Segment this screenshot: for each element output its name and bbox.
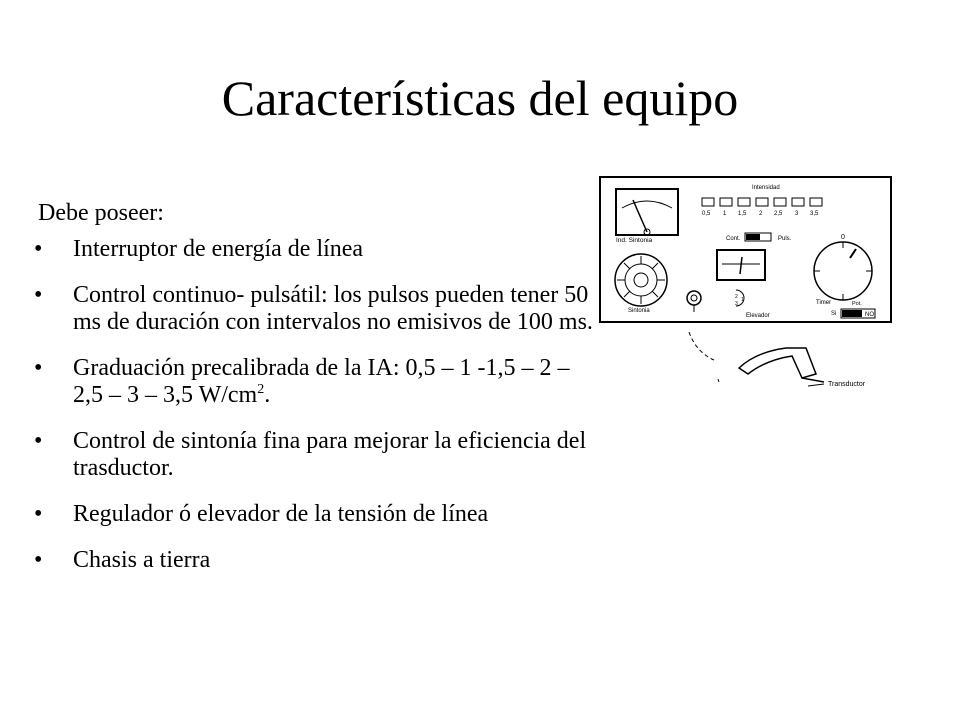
intensity-value: 2 xyxy=(759,211,763,217)
elevador-digit: 2 xyxy=(735,294,738,300)
bullet-icon: • xyxy=(34,282,43,308)
superscript: 2 xyxy=(257,382,265,397)
list-item-tail: . xyxy=(264,382,271,408)
power-switch xyxy=(687,291,701,312)
sintonia-knob xyxy=(615,254,667,306)
list-item xyxy=(34,236,594,263)
timer-zero: 0 xyxy=(841,234,845,241)
feature-list xyxy=(34,236,594,593)
pot-label: Pot. xyxy=(852,301,862,307)
transductor-label: Transductor xyxy=(828,381,866,388)
slide-title: Características del equipo xyxy=(221,70,739,126)
list-item xyxy=(34,282,594,336)
tuning-meter xyxy=(616,189,678,235)
intensity-value: 0,5 xyxy=(702,211,711,217)
list-item xyxy=(34,501,594,528)
cont-label: Cont. xyxy=(726,236,741,242)
list-item-text: Interruptor de energía de línea xyxy=(73,236,364,262)
intro-text: Debe poseer: xyxy=(38,200,164,226)
intensity-values xyxy=(702,211,819,217)
intensity-value: 2,5 xyxy=(774,211,783,217)
list-item xyxy=(34,547,594,574)
list-item xyxy=(34,428,594,482)
list-item-text: Chasis a tierra xyxy=(73,547,211,573)
list-item-text: Control de sintonía fina para mejorar la eficiencia del trasductor. xyxy=(73,428,587,481)
ultrasound-equipment-diagram xyxy=(596,172,916,394)
elevador-digit: 1 xyxy=(741,297,744,303)
cable xyxy=(689,332,714,360)
list-item xyxy=(34,355,594,409)
ind-sintonia-label: Ind. Sintonia xyxy=(616,237,653,244)
intensity-buttons xyxy=(702,198,822,206)
transducer-icon xyxy=(739,348,824,386)
intensity-value: 3 xyxy=(795,211,799,217)
timer-label: Timer xyxy=(816,300,832,306)
intensity-value: 1,5 xyxy=(738,211,747,217)
bullet-icon: • xyxy=(34,428,43,454)
no-label: NO xyxy=(865,312,874,318)
elevador-digit: 3 xyxy=(735,301,738,307)
list-item-text: Graduación precalibrada de la IA: 0,5 – 1 -1,5 – 2 – 2,5 – 3 – 3,5 W/cm xyxy=(73,355,570,408)
intensity-value: 3,5 xyxy=(810,211,819,217)
list-item-text: Regulador ó elevador de la tensión de línea xyxy=(73,501,489,527)
bullet-icon: • xyxy=(34,236,43,262)
timer-dial xyxy=(814,242,872,300)
list-item-text: Control continuo- pulsátil: los pulsos pueden tener 50 ms de duración con intervalos no emisivos de 100 ms. xyxy=(73,282,593,335)
sintonia-label: Sintonia xyxy=(628,308,650,314)
si-label: Si xyxy=(831,311,837,317)
elevador-dial xyxy=(735,290,744,307)
intensidad-label: Intensidad xyxy=(752,185,780,191)
bullet-icon: • xyxy=(34,355,43,381)
bullet-icon: • xyxy=(34,547,43,573)
puls-label: Puls. xyxy=(778,236,792,242)
bullet-icon: • xyxy=(34,501,43,527)
intensity-value: 1 xyxy=(723,211,727,217)
elevador-label: Elevador xyxy=(746,313,770,319)
